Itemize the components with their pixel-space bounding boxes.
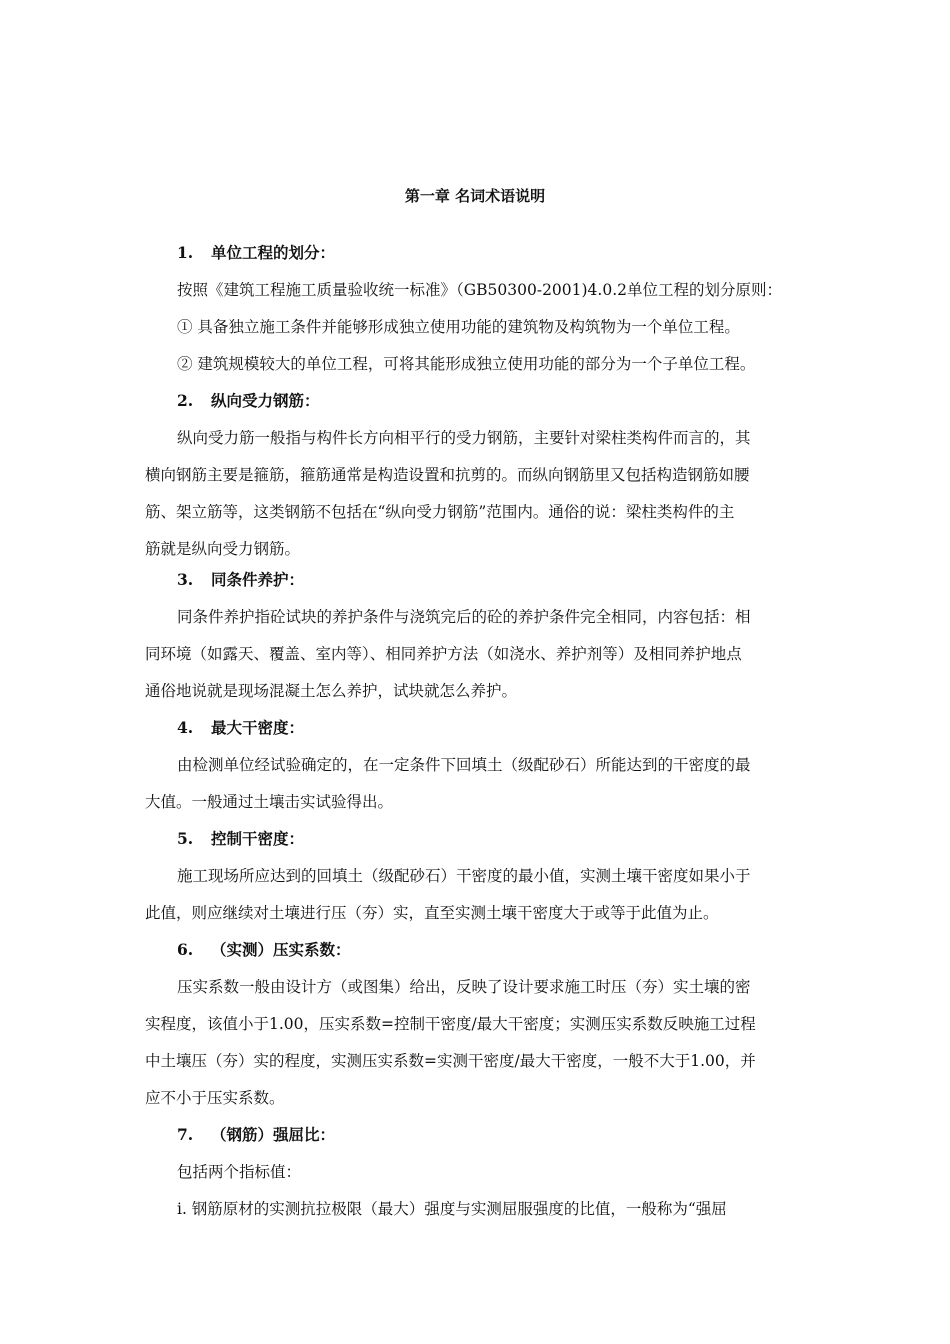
section-title: （钢筋）强屈比： bbox=[211, 1125, 336, 1144]
section-heading bbox=[177, 1123, 810, 1147]
section-number: 7. bbox=[177, 1125, 194, 1144]
section-heading bbox=[177, 827, 810, 851]
chapter-title: 第一章 名词术语说明 bbox=[404, 187, 546, 205]
section-title: 最大干密度： bbox=[211, 718, 305, 737]
section-title: 控制干密度： bbox=[211, 829, 305, 848]
paragraph-line: 压实系数一般由设计方（或图集）给出，反映了设计要求施工时压（夯）实土壤的密 bbox=[177, 978, 751, 996]
paragraph-line: 包括两个指标值： bbox=[177, 1163, 302, 1181]
paragraph-line: 由检测单位经试验确定的，在一定条件下回填土（级配砂石）所能达到的干密度的最 bbox=[177, 756, 751, 774]
list-item: i. 钢筋原材的实测抗拉极限（最大）强度与实测屈服强度的比值，一般称为“强屈 bbox=[177, 1200, 727, 1218]
list-item: ① 具备独立施工条件并能够形成独立使用功能的建筑物及构筑物为一个单位工程。 bbox=[177, 318, 740, 336]
section-heading bbox=[177, 241, 810, 265]
paragraph-line: 筋、架立筋等，这类钢筋不包括在“纵向受力钢筋”范围内。通俗的说：梁柱类构件的主 bbox=[145, 503, 735, 521]
section-title: 纵向受力钢筋： bbox=[211, 391, 320, 410]
section-heading bbox=[177, 568, 810, 592]
section-number: 5. bbox=[177, 829, 194, 848]
section-title: 单位工程的划分： bbox=[211, 243, 336, 262]
list-item: ② 建筑规模较大的单位工程，可将其能形成独立使用功能的部分为一个子单位工程。 bbox=[177, 355, 756, 373]
paragraph-line: 按照《建筑工程施工质量验收统一标准》（GB50300-2001)4.0.2单位工程的划分原则： bbox=[177, 281, 783, 299]
section-number: 1. bbox=[177, 243, 194, 262]
section-heading bbox=[177, 938, 810, 962]
paragraph-line: 施工现场所应达到的回填土（级配砂石）干密度的最小值，实测土壤干密度如果小于 bbox=[177, 867, 751, 885]
paragraph-line: 中土壤压（夯）实的程度，实测压实系数=实测干密度/最大干密度，一般不大于1.00，并 bbox=[145, 1052, 756, 1070]
section-title: 同条件养护： bbox=[211, 570, 305, 589]
paragraph-line: 大值。一般通过土壤击实试验得出。 bbox=[145, 793, 394, 811]
section-title: （实测）压实系数： bbox=[211, 940, 351, 959]
paragraph-line: 通俗地说就是现场混凝土怎么养护，试块就怎么养护。 bbox=[145, 682, 518, 700]
section-heading bbox=[177, 716, 810, 740]
paragraph-line: 实程度，该值小于1.00，压实系数=控制干密度/最大干密度；实测压实系数反映施工过程 bbox=[145, 1015, 756, 1033]
section-number: 6. bbox=[177, 940, 194, 959]
paragraph-line: 筋就是纵向受力钢筋。 bbox=[145, 540, 301, 558]
section-number: 3. bbox=[177, 570, 194, 589]
paragraph-line: 同环境（如露天、覆盖、室内等）、相同养护方法（如浇水、养护剂等）及相同养护地点 bbox=[145, 645, 742, 663]
paragraph-line: 纵向受力筋一般指与构件长方向相平行的受力钢筋，主要针对梁柱类构件而言的，其 bbox=[177, 429, 751, 447]
paragraph-line: 此值，则应继续对土壤进行压（夯）实，直至实测土壤干密度大于或等于此值为止。 bbox=[145, 904, 719, 922]
section-number: 4. bbox=[177, 718, 194, 737]
section-heading bbox=[177, 389, 810, 413]
paragraph-line: 横向钢筋主要是箍筋，箍筋通常是构造设置和抗剪的。而纵向钢筋里又包括构造钢筋如腰 bbox=[145, 466, 750, 484]
paragraph-line: 应不小于压实系数。 bbox=[145, 1089, 285, 1107]
paragraph-line: 同条件养护指砼试块的养护条件与浇筑完后的砼的养护条件完全相同，内容包括：相 bbox=[177, 608, 751, 626]
section-number: 2. bbox=[177, 391, 194, 410]
